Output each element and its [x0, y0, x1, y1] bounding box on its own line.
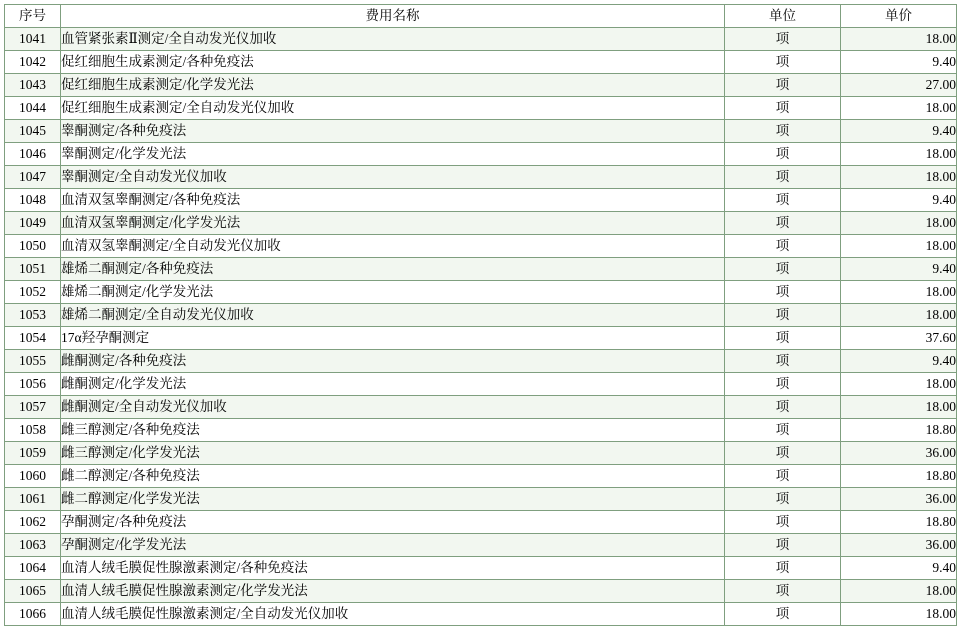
cell-id: 1059 [5, 442, 61, 465]
cell-id: 1045 [5, 120, 61, 143]
cell-unit: 项 [725, 97, 841, 120]
table-row [5, 304, 957, 327]
table-row [5, 373, 957, 396]
cell-id: 1066 [5, 603, 61, 626]
cell-id: 1050 [5, 235, 61, 258]
cell-price: 18.00 [841, 166, 957, 189]
cell-unit: 项 [725, 28, 841, 51]
table-row [5, 557, 957, 580]
cell-id: 1047 [5, 166, 61, 189]
table-row [5, 166, 957, 189]
cell-unit: 项 [725, 327, 841, 350]
cell-price: 9.40 [841, 189, 957, 212]
cell-name: 雄烯二酮测定/各种免疫法 [61, 258, 725, 281]
table-row [5, 51, 957, 74]
cell-unit: 项 [725, 603, 841, 626]
cell-price: 9.40 [841, 258, 957, 281]
cell-price: 18.00 [841, 396, 957, 419]
cell-unit: 项 [725, 51, 841, 74]
cell-price: 9.40 [841, 120, 957, 143]
cell-id: 1065 [5, 580, 61, 603]
cell-unit: 项 [725, 580, 841, 603]
table-row [5, 327, 957, 350]
fee-table [4, 4, 957, 626]
cell-id: 1042 [5, 51, 61, 74]
cell-name: 血清人绒毛膜促性腺激素测定/化学发光法 [61, 580, 725, 603]
cell-name: 睾酮测定/化学发光法 [61, 143, 725, 166]
cell-price: 18.00 [841, 281, 957, 304]
table-header-row [5, 5, 957, 28]
cell-name: 雌酮测定/各种免疫法 [61, 350, 725, 373]
cell-id: 1049 [5, 212, 61, 235]
cell-unit: 项 [725, 419, 841, 442]
cell-unit: 项 [725, 189, 841, 212]
cell-name: 血清双氢睾酮测定/化学发光法 [61, 212, 725, 235]
cell-unit: 项 [725, 442, 841, 465]
cell-name: 雌三醇测定/化学发光法 [61, 442, 725, 465]
cell-price: 18.00 [841, 580, 957, 603]
table-row [5, 442, 957, 465]
table-row [5, 580, 957, 603]
cell-name: 雄烯二酮测定/全自动发光仪加收 [61, 304, 725, 327]
table-row [5, 603, 957, 626]
table-row [5, 97, 957, 120]
cell-price: 18.00 [841, 235, 957, 258]
cell-name: 雌三醇测定/各种免疫法 [61, 419, 725, 442]
cell-unit: 项 [725, 304, 841, 327]
table-row [5, 465, 957, 488]
column-header-unit: 单位 [725, 5, 841, 28]
cell-id: 1063 [5, 534, 61, 557]
column-header-name: 费用名称 [61, 5, 725, 28]
cell-unit: 项 [725, 120, 841, 143]
cell-unit: 项 [725, 166, 841, 189]
table-row [5, 74, 957, 97]
cell-id: 1052 [5, 281, 61, 304]
cell-id: 1058 [5, 419, 61, 442]
cell-price: 9.40 [841, 350, 957, 373]
cell-id: 1056 [5, 373, 61, 396]
cell-id: 1060 [5, 465, 61, 488]
cell-name: 17α羟孕酮测定 [61, 327, 725, 350]
cell-price: 27.00 [841, 74, 957, 97]
table-row [5, 534, 957, 557]
cell-name: 雌二醇测定/化学发光法 [61, 488, 725, 511]
cell-unit: 项 [725, 465, 841, 488]
cell-name: 雌二醇测定/各种免疫法 [61, 465, 725, 488]
cell-id: 1061 [5, 488, 61, 511]
cell-unit: 项 [725, 235, 841, 258]
cell-price: 9.40 [841, 557, 957, 580]
cell-id: 1064 [5, 557, 61, 580]
cell-id: 1054 [5, 327, 61, 350]
table-body [5, 28, 957, 626]
cell-id: 1043 [5, 74, 61, 97]
cell-unit: 项 [725, 511, 841, 534]
cell-name: 睾酮测定/各种免疫法 [61, 120, 725, 143]
cell-id: 1062 [5, 511, 61, 534]
cell-id: 1051 [5, 258, 61, 281]
cell-unit: 项 [725, 534, 841, 557]
cell-name: 孕酮测定/各种免疫法 [61, 511, 725, 534]
table-row [5, 488, 957, 511]
cell-price: 18.00 [841, 28, 957, 51]
cell-name: 血管紧张素Ⅱ测定/全自动发光仪加收 [61, 28, 725, 51]
table-row [5, 396, 957, 419]
cell-unit: 项 [725, 488, 841, 511]
table-row [5, 511, 957, 534]
cell-id: 1041 [5, 28, 61, 51]
cell-price: 18.00 [841, 603, 957, 626]
table-row [5, 419, 957, 442]
cell-id: 1053 [5, 304, 61, 327]
cell-name: 雄烯二酮测定/化学发光法 [61, 281, 725, 304]
cell-name: 血清双氢睾酮测定/全自动发光仪加收 [61, 235, 725, 258]
cell-price: 18.00 [841, 143, 957, 166]
cell-unit: 项 [725, 557, 841, 580]
cell-price: 9.40 [841, 51, 957, 74]
cell-price: 36.00 [841, 534, 957, 557]
column-header-id: 序号 [5, 5, 61, 28]
cell-id: 1046 [5, 143, 61, 166]
table-row [5, 143, 957, 166]
cell-unit: 项 [725, 258, 841, 281]
cell-price: 36.00 [841, 442, 957, 465]
cell-unit: 项 [725, 396, 841, 419]
cell-id: 1055 [5, 350, 61, 373]
cell-name: 血清双氢睾酮测定/各种免疫法 [61, 189, 725, 212]
table-row [5, 189, 957, 212]
table-row [5, 212, 957, 235]
cell-name: 睾酮测定/全自动发光仪加收 [61, 166, 725, 189]
cell-name: 血清人绒毛膜促性腺激素测定/全自动发光仪加收 [61, 603, 725, 626]
table-row [5, 281, 957, 304]
cell-id: 1057 [5, 396, 61, 419]
table-header [5, 5, 957, 28]
cell-price: 18.00 [841, 304, 957, 327]
cell-name: 促红细胞生成素测定/化学发光法 [61, 74, 725, 97]
table-row [5, 28, 957, 51]
cell-id: 1044 [5, 97, 61, 120]
cell-unit: 项 [725, 281, 841, 304]
cell-name: 血清人绒毛膜促性腺激素测定/各种免疫法 [61, 557, 725, 580]
cell-unit: 项 [725, 74, 841, 97]
table-row [5, 258, 957, 281]
cell-name: 孕酮测定/化学发光法 [61, 534, 725, 557]
cell-price: 18.00 [841, 212, 957, 235]
cell-unit: 项 [725, 143, 841, 166]
cell-price: 18.80 [841, 511, 957, 534]
cell-unit: 项 [725, 373, 841, 396]
cell-name: 促红细胞生成素测定/各种免疫法 [61, 51, 725, 74]
cell-price: 18.00 [841, 97, 957, 120]
table-row [5, 235, 957, 258]
table-row [5, 120, 957, 143]
cell-name: 雌酮测定/化学发光法 [61, 373, 725, 396]
cell-name: 促红细胞生成素测定/全自动发光仪加收 [61, 97, 725, 120]
cell-unit: 项 [725, 350, 841, 373]
column-header-price: 单价 [841, 5, 957, 28]
cell-unit: 项 [725, 212, 841, 235]
cell-price: 36.00 [841, 488, 957, 511]
cell-name: 雌酮测定/全自动发光仪加收 [61, 396, 725, 419]
cell-price: 18.80 [841, 465, 957, 488]
table-row [5, 350, 957, 373]
cell-id: 1048 [5, 189, 61, 212]
cell-price: 37.60 [841, 327, 957, 350]
cell-price: 18.80 [841, 419, 957, 442]
cell-price: 18.00 [841, 373, 957, 396]
